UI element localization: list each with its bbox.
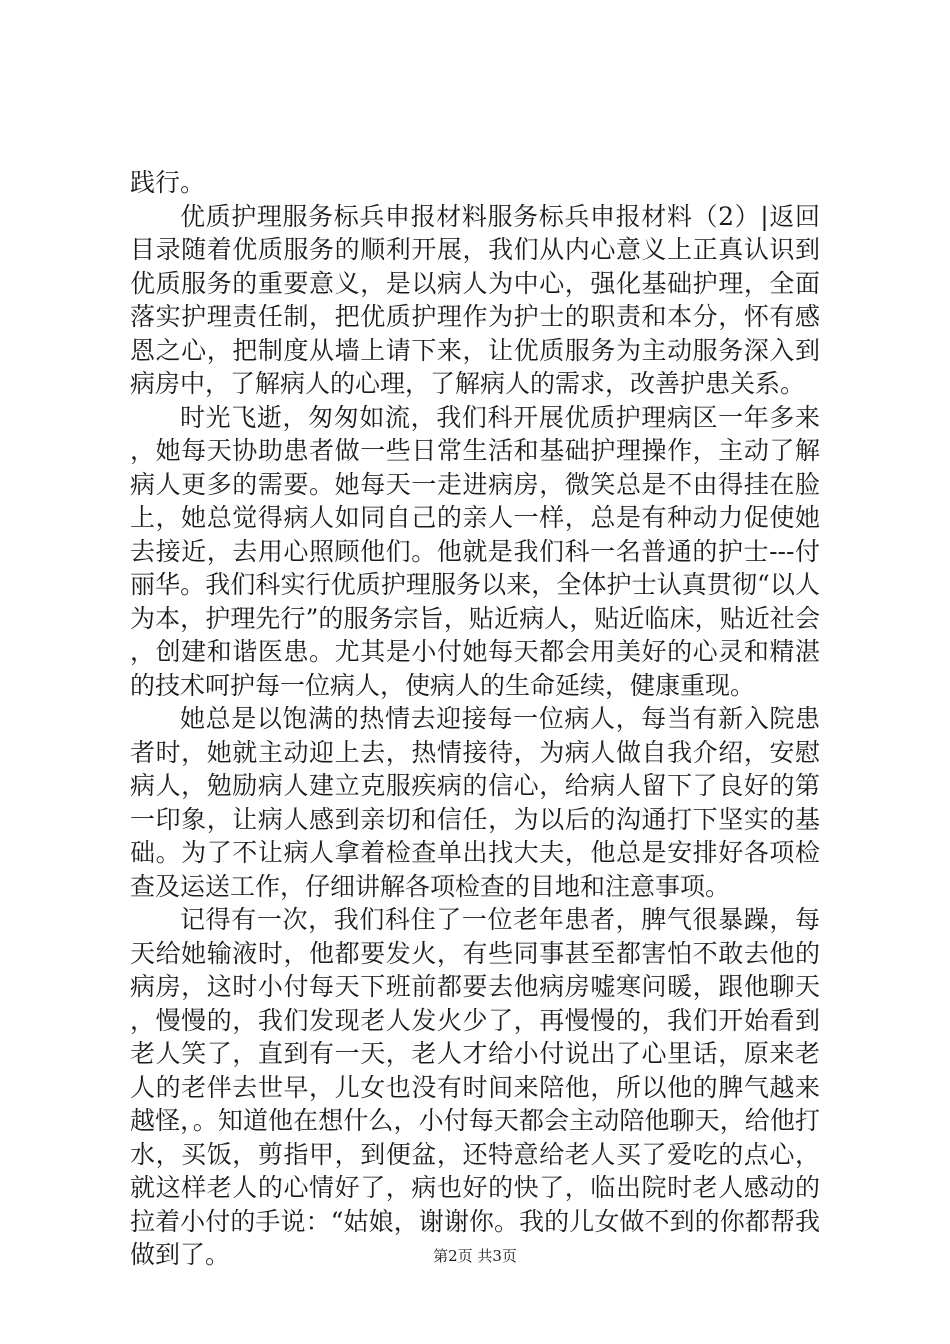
page-number-footer: 第2页 共3页 — [433, 1247, 517, 1265]
paragraph: 时光飞逝，匆匆如流，我们科开展优质护理病区一年多来，她每天协助患者做一些日常生活和基础护理操作，主动了解病人更多的需要。她每天一走进病房，微笑总是不由得挂在脸上，她总觉得病人如同自己的亲人一样，总是有种动力促使她去接近，去用心照顾他们。他就是我们科一名普通的护士---付丽华。我们科实行优质护理服务以来，全体护士认真贯彻“以人为本，护理先行”的服务宗旨，贴近病人，贴近临床，贴近社会，创建和谐医患。尤其是小付她每天都会用美好的心灵和精湛的技术呵护每一位病人，使病人的生命延续，健康重现。 — [130, 402, 820, 700]
paragraph: 优质护理服务标兵申报材料服务标兵申报材料（2）|返回目录随着优质服务的顺利开展，我们从内心意义上正真认识到优质服务的重要意义，是以病人为中心，强化基础护理，全面落实护理责任制，把优质护理作为护士的职责和本分，怀有感恩之心，把制度从墙上请下来，让优质服务为主动服务深入到病房中，了解病人的心理，了解病人的需求，改善护患关系。 — [130, 201, 820, 398]
paragraph: 践行。 — [130, 168, 206, 197]
document-body — [130, 166, 820, 1272]
paragraph: 她总是以饱满的热情去迎接每一位病人，每当有新入院患者时，她就主动迎上去，热情接待，为病人做自我介绍，安慰病人，勉励病人建立克服疾病的信心，给病人留下了良好的第一印象，让病人感到亲切和信任，为以后的沟通打下坚实的基础。为了不让病人拿着检查单出找大夫，他总是安排好各项检查及运送工作，仔细讲解各项检查的目地和注意事项。 — [130, 704, 820, 901]
paragraph: 记得有一次，我们科住了一位老年患者，脾气很暴躁，每天给她输液时，他都要发火，有些同事甚至都害怕不敢去他的病房，这时小付每天下班前都要去他病房嘘寒问暖，跟他聊天，慢慢的，我们发现老人发火少了，再慢慢的，我们开始看到老人笑了，直到有一天，老人才给小付说出了心里话，原来老人的老伴去世早，儿女也没有时间来陪他，所以他的脾气越来越怪，。知道他在想什么，小付每天都会主动陪他聊天，给他打水，买饭，剪指甲，到便盆，还特意给老人买了爱吃的点心，就这样老人的心情好了，病也好的快了，临出院时老人感动的拉着小付的手说：“姑娘，谢谢你。我的儿女做不到的你都帮我做到了。 — [130, 905, 820, 1269]
